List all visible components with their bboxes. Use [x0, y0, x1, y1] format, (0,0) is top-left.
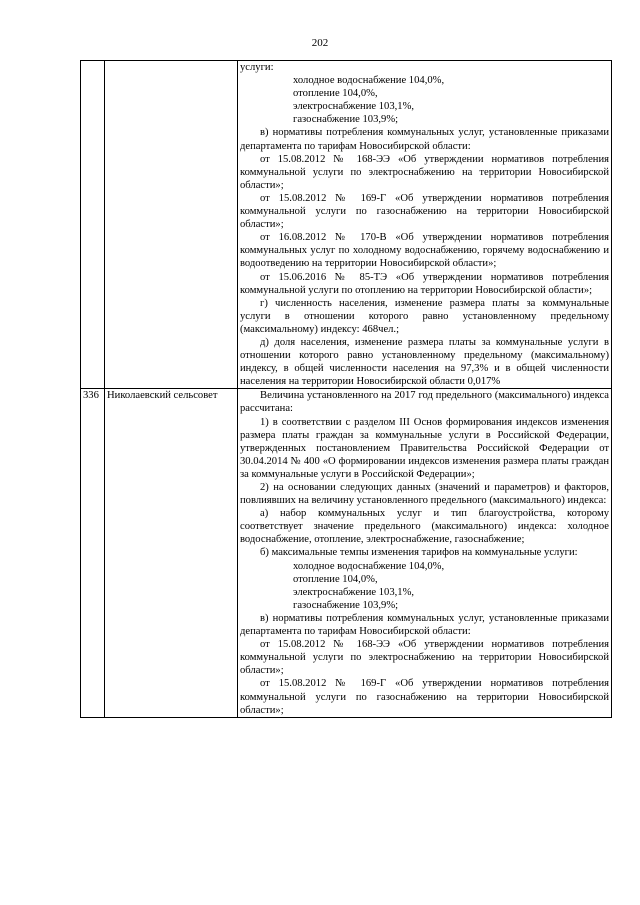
tariff-index-table [80, 60, 612, 718]
paragraph: д) доля населения, изменение размера платы за коммунальные услуги в отношении которого равно установленному предельному (максимальному) индексу, в общей численности населения на 97,3% и в общей численности населения на территории Новосибирской области 0,017% [240, 336, 609, 388]
municipality-name-cell [105, 61, 238, 389]
paragraph: от 15.06.2016 № 85-ТЭ «Об утверждении нормативов потребления коммунальной услуги по отоплению на территории Новосибирской области»; [240, 271, 609, 296]
tariff-rate-line: газоснабжение 103,9%; [293, 114, 399, 126]
paragraph: в) нормативы потребления коммунальных услуг, установленные приказами департамента по тарифам Новосибирской области: [240, 127, 609, 152]
row-number-cell: 336 [81, 389, 105, 717]
tariff-rate-line: отопление 104,0%, [293, 573, 378, 585]
paragraph: от 15.08.2012 № 168-ЭЭ «Об утверждении нормативов потребления коммунальной услуги по электроснабжению на территории Новосибирской области»; [240, 639, 609, 677]
tariff-rate-line: газоснабжение 103,9%; [293, 599, 399, 611]
paragraph: в) нормативы потребления коммунальных услуг, установленные приказами департамента по тарифам Новосибирской области: [240, 612, 609, 638]
paragraph: Величина установленного на 2017 год предельного (максимального) индекса рассчитана: [240, 390, 609, 415]
paragraph: г) численность населения, изменение размера платы за коммунальные услуги в отношении которого равно установленному предельному (максимальному) индексу: 468чел.; [240, 297, 609, 335]
paragraph: 2) на основании следующих данных (значений и параметров) и факторов, повлиявших на величину установленного предельного (максимального) индекса: [240, 482, 609, 507]
paragraph: а) набор коммунальных услуг и тип благоустройства, которому соответствует значение предельного (максимального) индекса: холодное водоснабжение, отопление, электроснабжение, газоснабжение; [240, 508, 609, 546]
paragraph: от 15.08.2012 № 168-ЭЭ «Об утверждении нормативов потребления коммунальной услуги по электроснабжению на территории Новосибирской области»; [240, 153, 609, 191]
page-number: 202 [311, 37, 329, 49]
paragraph: б) максимальные темпы изменения тарифов на коммунальные услуги: [260, 547, 578, 559]
tariff-rate-line: электроснабжение 103,1%, [293, 586, 415, 598]
paragraph: от 15.08.2012 № 169-Г «Об утверждении нормативов потребления коммунальной услуги по газоснабжению на территории Новосибирской области»; [240, 678, 609, 716]
municipality-name-cell: Николаевский сельсовет [105, 389, 238, 717]
tariff-rate-line: холодное водоснабжение 104,0%, [293, 560, 445, 572]
description-cell [238, 389, 612, 717]
table-row [81, 61, 612, 389]
tariff-rate-line: электроснабжение 103,1%, [293, 101, 415, 113]
description-cell [238, 61, 612, 389]
tariff-rate-line: отопление 104,0%, [293, 88, 378, 100]
paragraph: услуги: [240, 62, 274, 73]
row-number-cell [81, 61, 105, 389]
paragraph: от 16.08.2012 № 170-В «Об утверждении нормативов потребления коммунальных услуг по холодному водоснабжению, горячему водоснабжению и водоотведению на территории Новосибирской области»; [240, 232, 609, 270]
paragraph: от 15.08.2012 № 169-Г «Об утверждении нормативов потребления коммунальной услуги по газоснабжению на территории Новосибирской области»; [240, 192, 609, 231]
tariff-rate-line: холодное водоснабжение 104,0%, [293, 75, 445, 87]
table-row [81, 389, 612, 717]
paragraph: 1) в соответствии с разделом III Основ формирования индексов изменения размера платы граждан за коммунальные услуги в Российской Федерации, утвержденных постановлением Правительства Российской Федерации от 30.04.2014 № 400 «О формировании индексов изменения размера платы граждан за коммунальные услуги в Российской Федерации»; [240, 416, 609, 480]
